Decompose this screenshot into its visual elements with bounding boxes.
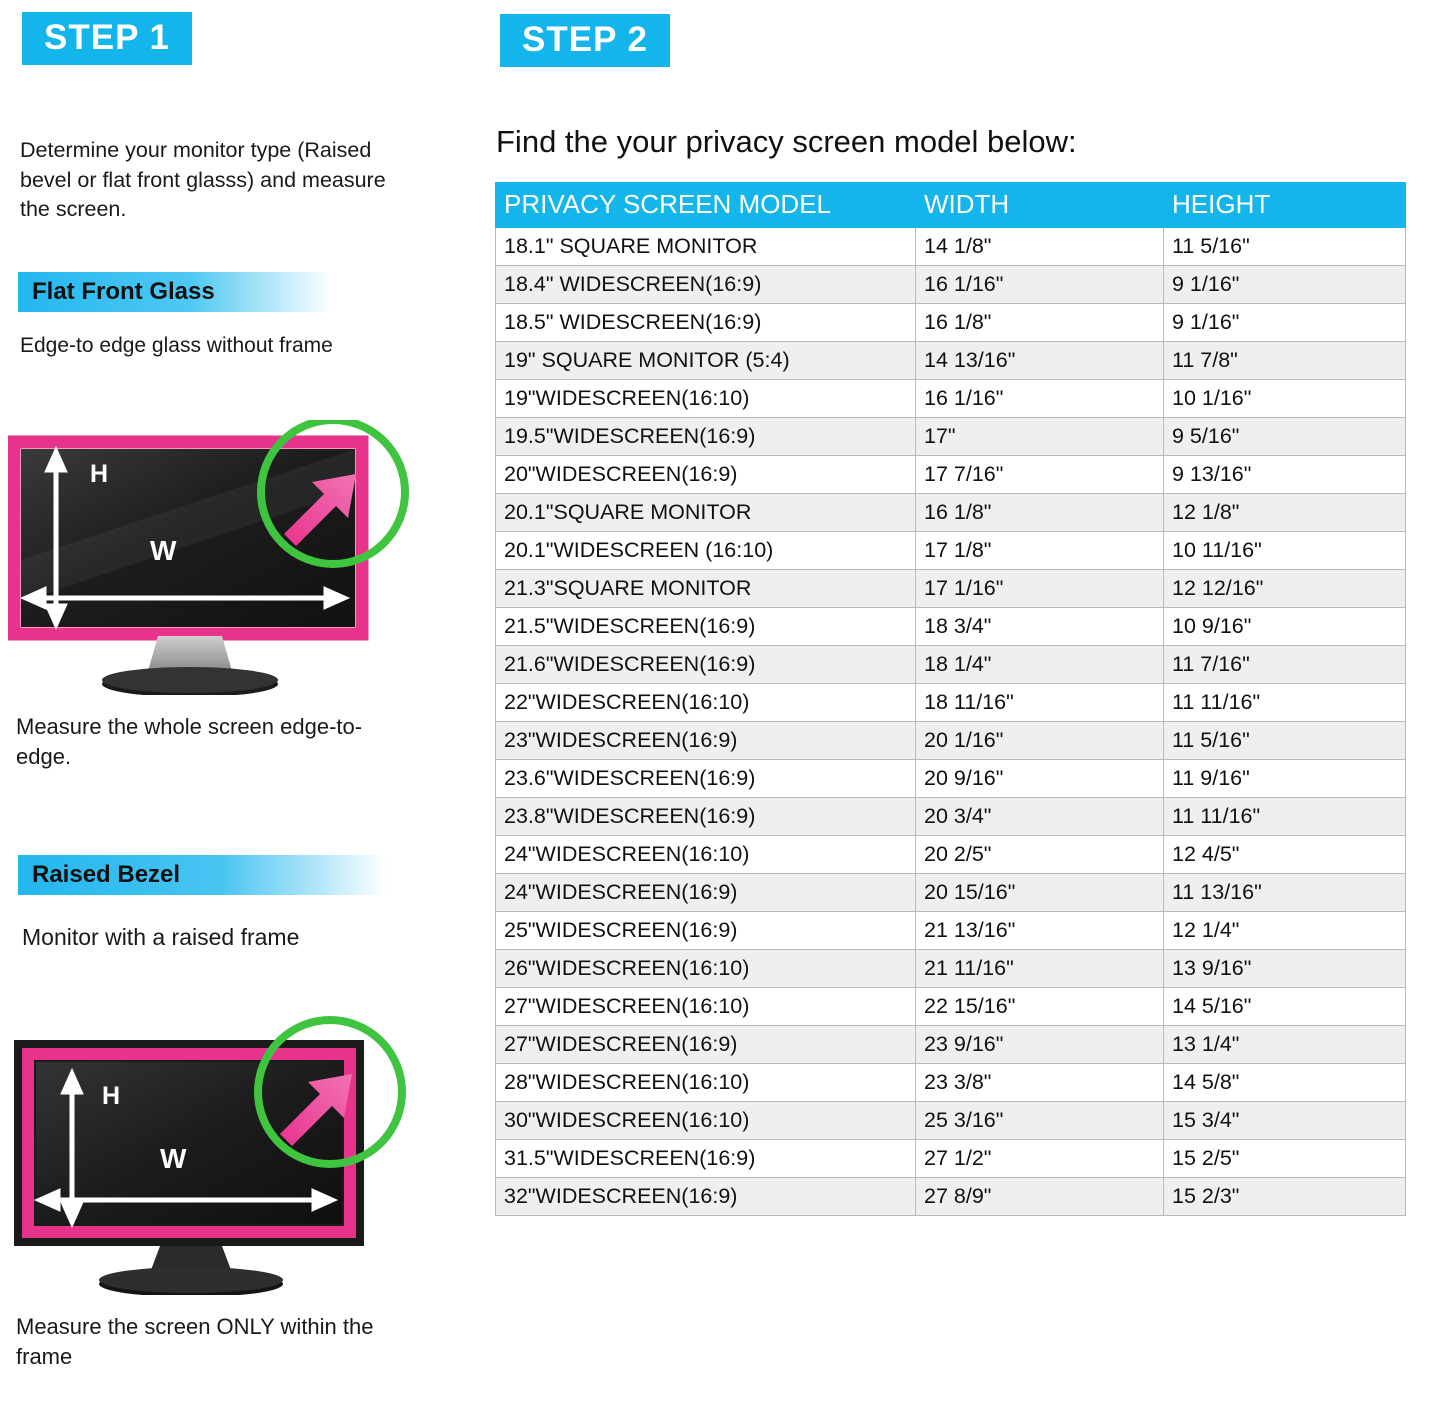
cell-width: 16 1/16" <box>916 380 1164 418</box>
table-row <box>496 912 1406 950</box>
cell-model: 19" SQUARE MONITOR (5:4) <box>496 342 916 380</box>
cell-width: 20 2/5" <box>916 836 1164 874</box>
cell-model: 18.1" SQUARE MONITOR <box>496 228 916 266</box>
cell-model: 20.1"WIDESCREEN (16:10) <box>496 532 916 570</box>
step2-badge-container <box>500 14 670 67</box>
cell-model: 18.5" WIDESCREEN(16:9) <box>496 304 916 342</box>
cell-height: 11 13/16" <box>1164 874 1406 912</box>
cell-model: 32"WIDESCREEN(16:9) <box>496 1178 916 1216</box>
step2-panel <box>492 0 1451 1419</box>
table-row <box>496 988 1406 1026</box>
step1-badge: STEP 1 <box>22 12 192 65</box>
cell-height: 11 11/16" <box>1164 684 1406 722</box>
cell-width: 21 11/16" <box>916 950 1164 988</box>
cell-width: 18 3/4" <box>916 608 1164 646</box>
cell-model: 21.3"SQUARE MONITOR <box>496 570 916 608</box>
cell-model: 26"WIDESCREEN(16:10) <box>496 950 916 988</box>
cell-width: 23 3/8" <box>916 1064 1164 1102</box>
column-header-width: WIDTH <box>916 183 1164 228</box>
find-model-title: Find the your privacy screen model below: <box>496 124 1077 159</box>
svg-text:W: W <box>160 1143 187 1174</box>
cell-model: 18.4" WIDESCREEN(16:9) <box>496 266 916 304</box>
cell-width: 17" <box>916 418 1164 456</box>
cell-model: 21.6"WIDESCREEN(16:9) <box>496 646 916 684</box>
cell-model: 19"WIDESCREEN(16:10) <box>496 380 916 418</box>
table-row <box>496 418 1406 456</box>
table-row <box>496 1026 1406 1064</box>
table-row <box>496 228 1406 266</box>
step1-panel <box>0 0 470 1419</box>
table-row <box>496 950 1406 988</box>
cell-model: 19.5"WIDESCREEN(16:9) <box>496 418 916 456</box>
cell-height: 11 7/16" <box>1164 646 1406 684</box>
table-row <box>496 684 1406 722</box>
cell-height: 14 5/16" <box>1164 988 1406 1026</box>
table-row <box>496 1064 1406 1102</box>
cell-width: 18 1/4" <box>916 646 1164 684</box>
cell-model: 24"WIDESCREEN(16:10) <box>496 836 916 874</box>
table-row <box>496 532 1406 570</box>
cell-model: 22"WIDESCREEN(16:10) <box>496 684 916 722</box>
table-header-row <box>496 183 1406 228</box>
cell-model: 25"WIDESCREEN(16:9) <box>496 912 916 950</box>
cell-width: 20 15/16" <box>916 874 1164 912</box>
table-row <box>496 494 1406 532</box>
table-row <box>496 1178 1406 1216</box>
step1-intro-text: Determine your monitor type (Raised bevel or flat front glasss) and measure the screen. <box>20 138 386 222</box>
cell-height: 10 9/16" <box>1164 608 1406 646</box>
step2-badge: STEP 2 <box>500 14 670 67</box>
column-header-height: HEIGHT <box>1164 183 1406 228</box>
cell-height: 9 5/16" <box>1164 418 1406 456</box>
cell-height: 10 11/16" <box>1164 532 1406 570</box>
cell-height: 12 1/8" <box>1164 494 1406 532</box>
cell-height: 12 12/16" <box>1164 570 1406 608</box>
flat-front-glass-heading: Flat Front Glass <box>18 272 332 312</box>
cell-height: 9 13/16" <box>1164 456 1406 494</box>
step1-badge-container <box>22 12 192 65</box>
cell-height: 9 1/16" <box>1164 266 1406 304</box>
table-row <box>496 798 1406 836</box>
flat-front-glass-illustration <box>8 420 428 695</box>
cell-height: 12 4/5" <box>1164 836 1406 874</box>
cell-height: 11 9/16" <box>1164 760 1406 798</box>
cell-width: 21 13/16" <box>916 912 1164 950</box>
cell-width: 22 15/16" <box>916 988 1164 1026</box>
cell-height: 10 1/16" <box>1164 380 1406 418</box>
cell-width: 16 1/8" <box>916 494 1164 532</box>
cell-width: 17 7/16" <box>916 456 1164 494</box>
cell-width: 20 3/4" <box>916 798 1164 836</box>
svg-text:W: W <box>150 535 177 566</box>
raised-bezel-illustration <box>8 1010 428 1295</box>
cell-width: 23 9/16" <box>916 1026 1164 1064</box>
table-row <box>496 1102 1406 1140</box>
column-header-model: PRIVACY SCREEN MODEL <box>496 183 916 228</box>
cell-height: 13 1/4" <box>1164 1026 1406 1064</box>
cell-height: 12 1/4" <box>1164 912 1406 950</box>
cell-width: 27 1/2" <box>916 1140 1164 1178</box>
table-row <box>496 266 1406 304</box>
cell-model: 23.8"WIDESCREEN(16:9) <box>496 798 916 836</box>
cell-width: 16 1/8" <box>916 304 1164 342</box>
table-row <box>496 836 1406 874</box>
raised-bezel-subtitle: Monitor with a raised frame <box>22 924 300 950</box>
table-row <box>496 608 1406 646</box>
cell-width: 17 1/16" <box>916 570 1164 608</box>
table-row <box>496 760 1406 798</box>
cell-model: 27"WIDESCREEN(16:10) <box>496 988 916 1026</box>
cell-width: 20 9/16" <box>916 760 1164 798</box>
table-row <box>496 380 1406 418</box>
cell-height: 15 2/3" <box>1164 1178 1406 1216</box>
cell-width: 18 11/16" <box>916 684 1164 722</box>
privacy-screen-model-table <box>495 182 1406 1216</box>
table-row <box>496 874 1406 912</box>
flat-front-glass-caption: Measure the whole screen edge-to-edge. <box>16 714 363 769</box>
cell-width: 27 8/9" <box>916 1178 1164 1216</box>
svg-text:H: H <box>102 1082 121 1110</box>
cell-model: 27"WIDESCREEN(16:9) <box>496 1026 916 1064</box>
cell-height: 15 2/5" <box>1164 1140 1406 1178</box>
cell-height: 9 1/16" <box>1164 304 1406 342</box>
table-row <box>496 304 1406 342</box>
cell-width: 25 3/16" <box>916 1102 1164 1140</box>
table-row <box>496 342 1406 380</box>
cell-model: 30"WIDESCREEN(16:10) <box>496 1102 916 1140</box>
table-row <box>496 1140 1406 1178</box>
cell-model: 24"WIDESCREEN(16:9) <box>496 874 916 912</box>
svg-text:H: H <box>90 460 109 488</box>
cell-model: 20.1"SQUARE MONITOR <box>496 494 916 532</box>
cell-height: 11 7/8" <box>1164 342 1406 380</box>
cell-model: 31.5"WIDESCREEN(16:9) <box>496 1140 916 1178</box>
table-row <box>496 570 1406 608</box>
cell-height: 14 5/8" <box>1164 1064 1406 1102</box>
raised-bezel-caption: Measure the screen ONLY within the frame <box>16 1314 374 1369</box>
cell-height: 15 3/4" <box>1164 1102 1406 1140</box>
cell-height: 11 11/16" <box>1164 798 1406 836</box>
cell-width: 20 1/16" <box>916 722 1164 760</box>
cell-model: 20"WIDESCREEN(16:9) <box>496 456 916 494</box>
cell-width: 16 1/16" <box>916 266 1164 304</box>
table-body <box>496 228 1406 1216</box>
cell-model: 28"WIDESCREEN(16:10) <box>496 1064 916 1102</box>
table-row <box>496 722 1406 760</box>
raised-bezel-heading: Raised Bezel <box>18 855 387 895</box>
cell-width: 14 13/16" <box>916 342 1164 380</box>
cell-model: 23.6"WIDESCREEN(16:9) <box>496 760 916 798</box>
cell-model: 23"WIDESCREEN(16:9) <box>496 722 916 760</box>
cell-height: 11 5/16" <box>1164 228 1406 266</box>
cell-width: 14 1/8" <box>916 228 1164 266</box>
table-row <box>496 456 1406 494</box>
table-row <box>496 646 1406 684</box>
flat-front-glass-subtitle: Edge-to edge glass without frame <box>20 334 333 357</box>
cell-height: 11 5/16" <box>1164 722 1406 760</box>
cell-model: 21.5"WIDESCREEN(16:9) <box>496 608 916 646</box>
table-head <box>496 183 1406 228</box>
cell-height: 13 9/16" <box>1164 950 1406 988</box>
cell-width: 17 1/8" <box>916 532 1164 570</box>
